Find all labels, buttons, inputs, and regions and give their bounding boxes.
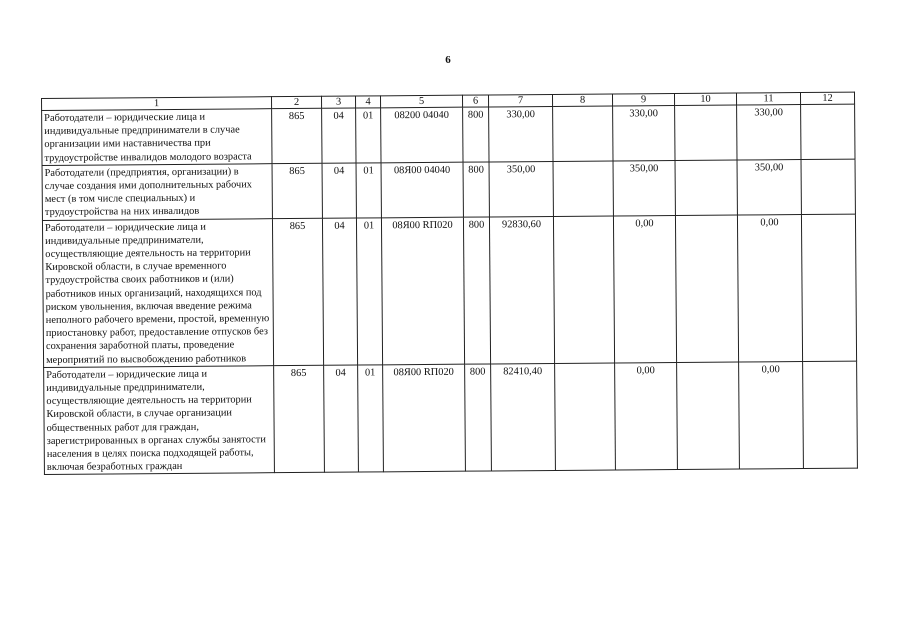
- cell-col11: 0,00: [737, 214, 802, 362]
- cell-col10: [677, 362, 740, 470]
- cell-col9: 0,00: [615, 362, 678, 470]
- budget-table: [41, 92, 858, 476]
- cell-col9: 350,00: [613, 160, 675, 215]
- cell-col8: [553, 106, 613, 161]
- cell-col5: 08200 04040: [381, 107, 463, 162]
- cell-col7: 330,00: [489, 106, 553, 161]
- budget-table-container: [41, 92, 857, 476]
- cell-col10: [675, 105, 737, 160]
- cell-col3: 04: [324, 365, 359, 473]
- cell-col7: 350,00: [489, 161, 553, 216]
- cell-col4: 01: [356, 217, 382, 364]
- header-cell: 6: [462, 95, 488, 107]
- table-row: [42, 104, 855, 165]
- row-description: Работодатели – юридические лица и индивидуальные предприниматели, осуществляющие деятельность на территории Кировской области, в случае временного трудоустройства своих работников и (или) работников иных организаций, находящихся под риском увольнения, включая введение режима неполного рабочего времени, простой, временную приостановку работ, предоставление отпусков без сохранения заработной платы, проведение мероприятий по высвобождению работников: [42, 218, 273, 367]
- cell-col9: 0,00: [613, 215, 676, 363]
- cell-col4: 01: [356, 163, 381, 218]
- cell-col5: 08Я00 04040: [381, 162, 463, 217]
- cell-col2: 865: [272, 163, 322, 218]
- cell-col7: 82410,40: [491, 363, 556, 471]
- cell-col8: [553, 216, 614, 364]
- cell-col2: 865: [272, 108, 322, 163]
- cell-col11: 350,00: [737, 159, 801, 214]
- header-cell: 11: [736, 93, 800, 106]
- header-cell: 12: [800, 92, 854, 104]
- header-cell: 3: [321, 96, 355, 108]
- cell-col8: [553, 161, 613, 216]
- cell-col8: [555, 363, 616, 471]
- cell-col12: [801, 159, 855, 214]
- cell-col3: 04: [322, 108, 356, 163]
- header-cell: 7: [488, 94, 552, 107]
- cell-col3: 04: [322, 218, 357, 365]
- table-row: [42, 159, 855, 220]
- cell-col6: 800: [463, 162, 489, 217]
- cell-col12: [801, 214, 856, 362]
- header-cell: 9: [612, 94, 674, 106]
- header-cell: 2: [271, 96, 321, 108]
- cell-col4: 01: [356, 108, 381, 163]
- cell-col2: 865: [272, 218, 323, 366]
- cell-col5: 08Я00 RП020: [383, 364, 466, 472]
- cell-col6: 800: [463, 107, 489, 162]
- cell-col11: 330,00: [737, 105, 801, 160]
- cell-col10: [675, 215, 738, 363]
- table-row: [42, 214, 856, 368]
- cell-col5: 08Я00 RП020: [381, 217, 464, 365]
- table-row: [44, 361, 858, 475]
- cell-col12: [801, 104, 855, 159]
- cell-col7: 92830,60: [489, 216, 554, 364]
- header-cell: 1: [42, 97, 272, 111]
- cell-col11: 0,00: [739, 361, 804, 469]
- cell-col6: 800: [463, 217, 490, 364]
- row-description: Работодатели – юридические лица и индивидуальные предприниматели, осуществляющие деятельность на территории Кировской области, в случае организации общественных работ для граждан, зарегистрированных в органах службы занятости населения в целях поиска подходящей работы, включая безработных граждан: [44, 366, 275, 475]
- header-cell: 4: [355, 96, 380, 108]
- row-description: Работодатели (предприятия, организации) в случае создания ими дополнительных рабочих мест (в том числе специальных) и трудоустройства на них инвалидов: [42, 164, 272, 221]
- cell-col2: 865: [274, 365, 325, 473]
- header-cell: 8: [552, 94, 612, 106]
- cell-col10: [675, 160, 737, 215]
- cell-col6: 800: [465, 364, 492, 472]
- header-cell: 5: [380, 95, 462, 108]
- page-number: 6: [445, 54, 451, 66]
- row-description: Работодатели – юридические лица и индивидуальные предприниматели в случае организации ими наставничества при трудоустройстве инвалидов молодого возраста: [42, 109, 272, 166]
- cell-col12: [803, 361, 858, 469]
- header-cell: 10: [674, 93, 736, 105]
- cell-col3: 04: [322, 163, 356, 218]
- cell-col9: 330,00: [613, 106, 675, 161]
- cell-col4: 01: [358, 365, 384, 473]
